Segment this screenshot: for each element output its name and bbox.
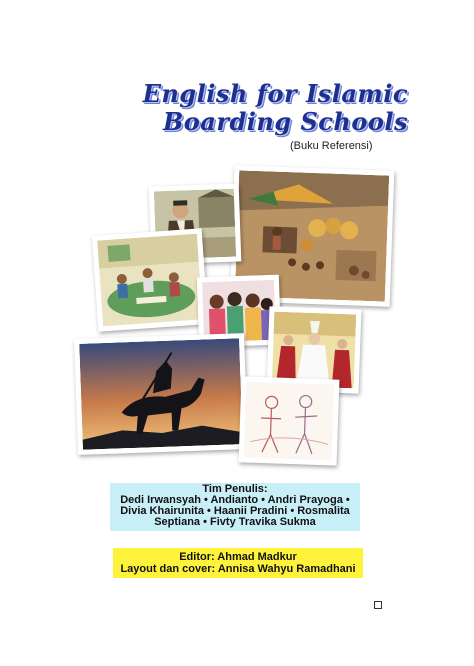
editor-credit: Editor: Ahmad Madkur [179,551,297,563]
illustration-sketch [239,376,340,465]
illustration-horse-rider [74,333,248,455]
authors-line-2: Divia Khairunita • Haanii Pradini • Rosmalita [120,505,350,517]
illustration-classroom [92,228,208,331]
page-marker-icon [374,601,382,609]
title-line-1: English for Islamic [142,79,408,108]
authors-line-1: Dedi Irwansyah • Andianto • Andri Prayoga • [120,494,350,506]
authors-heading: Tim Penulis: [202,483,268,495]
authors-box [110,483,360,531]
book-subtitle: (Buku Referensi) [290,140,373,152]
layout-credit: Layout dan cover: Annisa Wahyu Ramadhani [120,563,356,575]
title-line-2: Boarding Schools [162,107,408,136]
credits-box [113,548,363,578]
book-title [118,80,408,136]
authors-line-3: Septiana • Fivty Travika Sukma [154,516,316,528]
